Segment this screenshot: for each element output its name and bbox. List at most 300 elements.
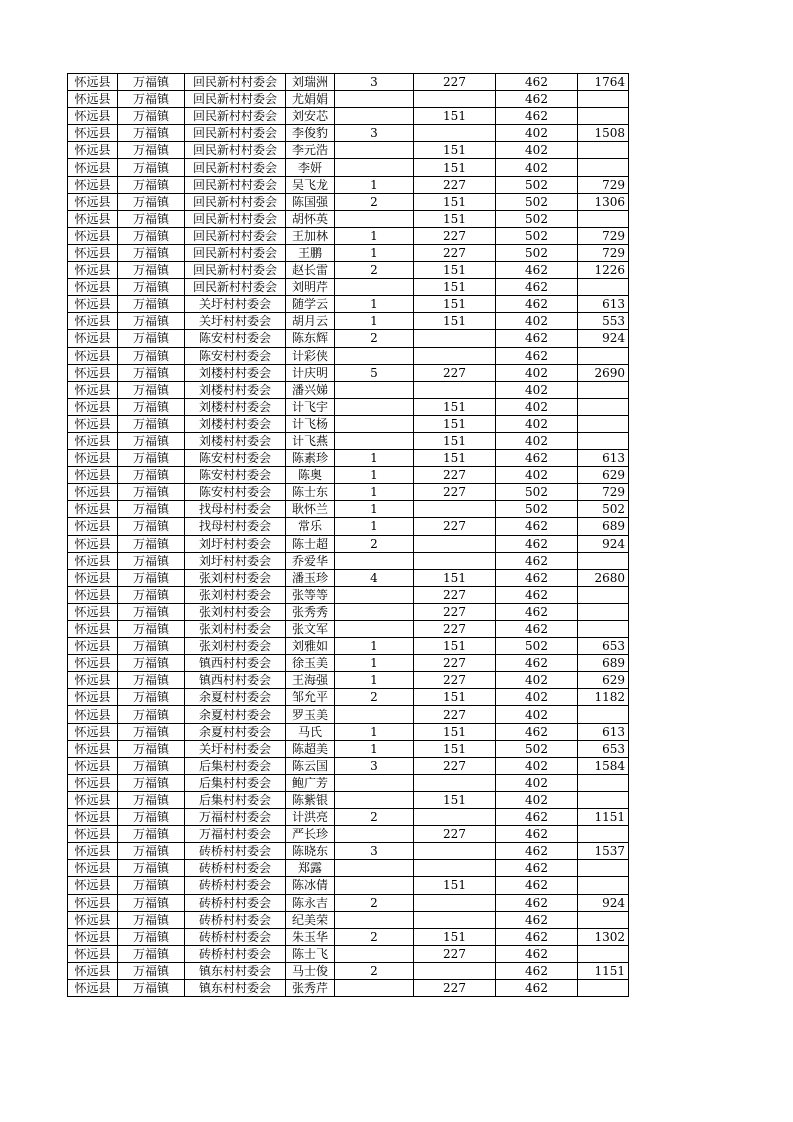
amount-a-cell: 227 bbox=[414, 603, 496, 620]
county-cell: 怀远县 bbox=[68, 330, 118, 347]
total-cell: 1226 bbox=[578, 262, 629, 279]
town-cell: 万福镇 bbox=[118, 432, 185, 449]
amount-b-cell: 462 bbox=[496, 979, 578, 996]
count-cell bbox=[335, 398, 414, 415]
total-cell: 1182 bbox=[578, 689, 629, 706]
name-cell: 尤娟娟 bbox=[286, 91, 335, 108]
count-cell: 1 bbox=[335, 740, 414, 757]
county-cell: 怀远县 bbox=[68, 774, 118, 791]
count-cell: 4 bbox=[335, 569, 414, 586]
total-cell: 2680 bbox=[578, 569, 629, 586]
total-cell: 1584 bbox=[578, 757, 629, 774]
village-cell: 关圩村村委会 bbox=[185, 740, 286, 757]
count-cell bbox=[335, 706, 414, 723]
amount-b-cell: 502 bbox=[496, 227, 578, 244]
village-cell: 找母村村委会 bbox=[185, 518, 286, 535]
amount-b-cell: 402 bbox=[496, 415, 578, 432]
name-cell: 胡怀英 bbox=[286, 210, 335, 227]
name-cell: 王海强 bbox=[286, 672, 335, 689]
town-cell: 万福镇 bbox=[118, 244, 185, 261]
town-cell: 万福镇 bbox=[118, 911, 185, 928]
village-cell: 找母村村委会 bbox=[185, 501, 286, 518]
table-row bbox=[68, 723, 629, 740]
county-cell: 怀远县 bbox=[68, 706, 118, 723]
count-cell: 2 bbox=[335, 962, 414, 979]
name-cell: 计飞杨 bbox=[286, 415, 335, 432]
table-row bbox=[68, 176, 629, 193]
table-row bbox=[68, 364, 629, 381]
count-cell bbox=[335, 621, 414, 638]
county-cell: 怀远县 bbox=[68, 603, 118, 620]
amount-a-cell: 227 bbox=[414, 655, 496, 672]
total-cell: 502 bbox=[578, 501, 629, 518]
county-cell: 怀远县 bbox=[68, 262, 118, 279]
count-cell: 1 bbox=[335, 638, 414, 655]
amount-a-cell bbox=[414, 843, 496, 860]
name-cell: 计洪亮 bbox=[286, 809, 335, 826]
total-cell bbox=[578, 945, 629, 962]
county-cell: 怀远县 bbox=[68, 142, 118, 159]
village-cell: 砖桥村村委会 bbox=[185, 860, 286, 877]
name-cell: 计彩侠 bbox=[286, 347, 335, 364]
town-cell: 万福镇 bbox=[118, 74, 185, 91]
total-cell: 924 bbox=[578, 894, 629, 911]
county-cell: 怀远县 bbox=[68, 569, 118, 586]
town-cell: 万福镇 bbox=[118, 706, 185, 723]
amount-b-cell: 462 bbox=[496, 279, 578, 296]
town-cell: 万福镇 bbox=[118, 279, 185, 296]
table-row bbox=[68, 415, 629, 432]
village-cell: 回民新村村委会 bbox=[185, 279, 286, 296]
amount-b-cell: 462 bbox=[496, 945, 578, 962]
town-cell: 万福镇 bbox=[118, 655, 185, 672]
town-cell: 万福镇 bbox=[118, 450, 185, 467]
county-cell: 怀远县 bbox=[68, 945, 118, 962]
county-cell: 怀远县 bbox=[68, 860, 118, 877]
county-cell: 怀远县 bbox=[68, 809, 118, 826]
amount-b-cell: 402 bbox=[496, 381, 578, 398]
name-cell: 陈云国 bbox=[286, 757, 335, 774]
town-cell: 万福镇 bbox=[118, 501, 185, 518]
amount-a-cell: 151 bbox=[414, 142, 496, 159]
table-row bbox=[68, 142, 629, 159]
village-cell: 刘楼村村委会 bbox=[185, 398, 286, 415]
count-cell: 1 bbox=[335, 655, 414, 672]
table-row bbox=[68, 296, 629, 313]
amount-b-cell: 462 bbox=[496, 928, 578, 945]
amount-a-cell: 151 bbox=[414, 415, 496, 432]
name-cell: 赵长雷 bbox=[286, 262, 335, 279]
name-cell: 吴飞龙 bbox=[286, 176, 335, 193]
total-cell: 613 bbox=[578, 450, 629, 467]
amount-b-cell: 462 bbox=[496, 843, 578, 860]
county-cell: 怀远县 bbox=[68, 296, 118, 313]
name-cell: 刘安芯 bbox=[286, 108, 335, 125]
town-cell: 万福镇 bbox=[118, 535, 185, 552]
amount-b-cell: 502 bbox=[496, 244, 578, 261]
name-cell: 刘瑞洲 bbox=[286, 74, 335, 91]
amount-b-cell: 402 bbox=[496, 432, 578, 449]
amount-b-cell: 462 bbox=[496, 826, 578, 843]
town-cell: 万福镇 bbox=[118, 330, 185, 347]
amount-b-cell: 502 bbox=[496, 501, 578, 518]
count-cell bbox=[335, 159, 414, 176]
table-row bbox=[68, 877, 629, 894]
table-row bbox=[68, 108, 629, 125]
total-cell: 613 bbox=[578, 296, 629, 313]
name-cell: 张等等 bbox=[286, 586, 335, 603]
amount-b-cell: 462 bbox=[496, 296, 578, 313]
amount-b-cell: 462 bbox=[496, 518, 578, 535]
name-cell: 陈东辉 bbox=[286, 330, 335, 347]
amount-b-cell: 402 bbox=[496, 313, 578, 330]
village-cell: 砖桥村村委会 bbox=[185, 877, 286, 894]
name-cell: 张文军 bbox=[286, 621, 335, 638]
town-cell: 万福镇 bbox=[118, 740, 185, 757]
table-row bbox=[68, 74, 629, 91]
county-cell: 怀远县 bbox=[68, 244, 118, 261]
amount-a-cell: 227 bbox=[414, 518, 496, 535]
amount-a-cell: 227 bbox=[414, 364, 496, 381]
count-cell: 1 bbox=[335, 467, 414, 484]
town-cell: 万福镇 bbox=[118, 945, 185, 962]
total-cell: 1764 bbox=[578, 74, 629, 91]
town-cell: 万福镇 bbox=[118, 638, 185, 655]
county-cell: 怀远县 bbox=[68, 723, 118, 740]
table-row bbox=[68, 928, 629, 945]
amount-a-cell bbox=[414, 911, 496, 928]
amount-b-cell: 462 bbox=[496, 962, 578, 979]
table-row bbox=[68, 894, 629, 911]
table-row bbox=[68, 398, 629, 415]
count-cell: 2 bbox=[335, 809, 414, 826]
amount-a-cell bbox=[414, 860, 496, 877]
amount-b-cell: 462 bbox=[496, 262, 578, 279]
county-cell: 怀远县 bbox=[68, 364, 118, 381]
amount-b-cell: 462 bbox=[496, 347, 578, 364]
table-row bbox=[68, 672, 629, 689]
town-cell: 万福镇 bbox=[118, 467, 185, 484]
name-cell: 刘明芹 bbox=[286, 279, 335, 296]
village-cell: 关圩村村委会 bbox=[185, 313, 286, 330]
county-cell: 怀远县 bbox=[68, 125, 118, 142]
amount-a-cell bbox=[414, 501, 496, 518]
table-row bbox=[68, 774, 629, 791]
name-cell: 陈冰倩 bbox=[286, 877, 335, 894]
name-cell: 马氏 bbox=[286, 723, 335, 740]
county-cell: 怀远县 bbox=[68, 672, 118, 689]
county-cell: 怀远县 bbox=[68, 962, 118, 979]
amount-a-cell bbox=[414, 347, 496, 364]
town-cell: 万福镇 bbox=[118, 398, 185, 415]
count-cell bbox=[335, 415, 414, 432]
table-body bbox=[68, 74, 629, 997]
village-cell: 砖桥村村委会 bbox=[185, 911, 286, 928]
count-cell: 1 bbox=[335, 176, 414, 193]
total-cell: 689 bbox=[578, 655, 629, 672]
town-cell: 万福镇 bbox=[118, 142, 185, 159]
county-cell: 怀远县 bbox=[68, 467, 118, 484]
table-row bbox=[68, 244, 629, 261]
total-cell bbox=[578, 347, 629, 364]
town-cell: 万福镇 bbox=[118, 689, 185, 706]
count-cell bbox=[335, 979, 414, 996]
total-cell: 924 bbox=[578, 535, 629, 552]
village-cell: 余夏村村委会 bbox=[185, 706, 286, 723]
table-row bbox=[68, 552, 629, 569]
total-cell bbox=[578, 210, 629, 227]
amount-a-cell: 227 bbox=[414, 621, 496, 638]
village-cell: 回民新村村委会 bbox=[185, 74, 286, 91]
county-cell: 怀远县 bbox=[68, 501, 118, 518]
total-cell bbox=[578, 552, 629, 569]
amount-b-cell: 462 bbox=[496, 535, 578, 552]
count-cell: 2 bbox=[335, 689, 414, 706]
town-cell: 万福镇 bbox=[118, 569, 185, 586]
amount-b-cell: 462 bbox=[496, 91, 578, 108]
amount-b-cell: 402 bbox=[496, 142, 578, 159]
total-cell bbox=[578, 911, 629, 928]
total-cell: 629 bbox=[578, 672, 629, 689]
county-cell: 怀远县 bbox=[68, 313, 118, 330]
town-cell: 万福镇 bbox=[118, 296, 185, 313]
county-cell: 怀远县 bbox=[68, 484, 118, 501]
count-cell bbox=[335, 108, 414, 125]
amount-b-cell: 402 bbox=[496, 689, 578, 706]
table-row bbox=[68, 621, 629, 638]
name-cell: 张秀芹 bbox=[286, 979, 335, 996]
total-cell: 729 bbox=[578, 484, 629, 501]
amount-a-cell: 227 bbox=[414, 706, 496, 723]
total-cell bbox=[578, 860, 629, 877]
village-cell: 刘楼村村委会 bbox=[185, 415, 286, 432]
name-cell: 常乐 bbox=[286, 518, 335, 535]
count-cell: 3 bbox=[335, 757, 414, 774]
count-cell bbox=[335, 877, 414, 894]
table-row bbox=[68, 193, 629, 210]
amount-b-cell: 502 bbox=[496, 210, 578, 227]
town-cell: 万福镇 bbox=[118, 91, 185, 108]
amount-a-cell: 151 bbox=[414, 432, 496, 449]
village-cell: 刘圩村村委会 bbox=[185, 552, 286, 569]
amount-b-cell: 402 bbox=[496, 364, 578, 381]
village-cell: 余夏村村委会 bbox=[185, 689, 286, 706]
amount-b-cell: 402 bbox=[496, 125, 578, 142]
amount-b-cell: 462 bbox=[496, 911, 578, 928]
amount-a-cell: 151 bbox=[414, 791, 496, 808]
town-cell: 万福镇 bbox=[118, 979, 185, 996]
town-cell: 万福镇 bbox=[118, 774, 185, 791]
total-cell: 1306 bbox=[578, 193, 629, 210]
village-cell: 陈安村村委会 bbox=[185, 484, 286, 501]
table-row bbox=[68, 279, 629, 296]
table-row bbox=[68, 159, 629, 176]
table-row bbox=[68, 809, 629, 826]
amount-b-cell: 462 bbox=[496, 586, 578, 603]
county-cell: 怀远县 bbox=[68, 979, 118, 996]
count-cell bbox=[335, 945, 414, 962]
name-cell: 计飞宇 bbox=[286, 398, 335, 415]
village-cell: 关圩村村委会 bbox=[185, 296, 286, 313]
amount-b-cell: 462 bbox=[496, 569, 578, 586]
table-row bbox=[68, 262, 629, 279]
amount-a-cell: 227 bbox=[414, 74, 496, 91]
town-cell: 万福镇 bbox=[118, 791, 185, 808]
count-cell bbox=[335, 381, 414, 398]
count-cell: 1 bbox=[335, 484, 414, 501]
data-table bbox=[67, 73, 629, 997]
name-cell: 严长珍 bbox=[286, 826, 335, 843]
name-cell: 陈紫银 bbox=[286, 791, 335, 808]
town-cell: 万福镇 bbox=[118, 860, 185, 877]
total-cell bbox=[578, 432, 629, 449]
amount-b-cell: 402 bbox=[496, 398, 578, 415]
count-cell: 2 bbox=[335, 262, 414, 279]
count-cell bbox=[335, 91, 414, 108]
amount-b-cell: 402 bbox=[496, 791, 578, 808]
county-cell: 怀远县 bbox=[68, 911, 118, 928]
amount-b-cell: 462 bbox=[496, 450, 578, 467]
total-cell: 924 bbox=[578, 330, 629, 347]
total-cell bbox=[578, 108, 629, 125]
amount-a-cell bbox=[414, 962, 496, 979]
village-cell: 镇西村村委会 bbox=[185, 672, 286, 689]
amount-a-cell: 227 bbox=[414, 227, 496, 244]
amount-a-cell: 151 bbox=[414, 928, 496, 945]
county-cell: 怀远县 bbox=[68, 586, 118, 603]
table-row bbox=[68, 330, 629, 347]
name-cell: 李俊豹 bbox=[286, 125, 335, 142]
amount-a-cell: 151 bbox=[414, 450, 496, 467]
county-cell: 怀远县 bbox=[68, 398, 118, 415]
count-cell: 1 bbox=[335, 227, 414, 244]
amount-a-cell: 151 bbox=[414, 569, 496, 586]
amount-a-cell bbox=[414, 552, 496, 569]
count-cell: 2 bbox=[335, 193, 414, 210]
town-cell: 万福镇 bbox=[118, 928, 185, 945]
name-cell: 胡月云 bbox=[286, 313, 335, 330]
total-cell bbox=[578, 603, 629, 620]
town-cell: 万福镇 bbox=[118, 159, 185, 176]
amount-a-cell: 151 bbox=[414, 262, 496, 279]
total-cell: 653 bbox=[578, 740, 629, 757]
table-row bbox=[68, 689, 629, 706]
name-cell: 刘雅如 bbox=[286, 638, 335, 655]
village-cell: 万福村村委会 bbox=[185, 826, 286, 843]
table-row bbox=[68, 210, 629, 227]
town-cell: 万福镇 bbox=[118, 227, 185, 244]
town-cell: 万福镇 bbox=[118, 757, 185, 774]
count-cell: 1 bbox=[335, 723, 414, 740]
table-row bbox=[68, 381, 629, 398]
total-cell: 653 bbox=[578, 638, 629, 655]
county-cell: 怀远县 bbox=[68, 74, 118, 91]
count-cell: 5 bbox=[335, 364, 414, 381]
amount-a-cell bbox=[414, 381, 496, 398]
county-cell: 怀远县 bbox=[68, 159, 118, 176]
amount-b-cell: 402 bbox=[496, 159, 578, 176]
count-cell: 1 bbox=[335, 244, 414, 261]
count-cell: 1 bbox=[335, 313, 414, 330]
table-row bbox=[68, 518, 629, 535]
county-cell: 怀远县 bbox=[68, 347, 118, 364]
table-row bbox=[68, 706, 629, 723]
town-cell: 万福镇 bbox=[118, 962, 185, 979]
amount-a-cell bbox=[414, 809, 496, 826]
county-cell: 怀远县 bbox=[68, 757, 118, 774]
village-cell: 刘楼村村委会 bbox=[185, 432, 286, 449]
amount-a-cell bbox=[414, 91, 496, 108]
village-cell: 砖桥村村委会 bbox=[185, 945, 286, 962]
name-cell: 陈士东 bbox=[286, 484, 335, 501]
table-row bbox=[68, 911, 629, 928]
county-cell: 怀远县 bbox=[68, 91, 118, 108]
name-cell: 随学云 bbox=[286, 296, 335, 313]
village-cell: 张刘村村委会 bbox=[185, 621, 286, 638]
county-cell: 怀远县 bbox=[68, 279, 118, 296]
amount-a-cell: 227 bbox=[414, 176, 496, 193]
count-cell: 1 bbox=[335, 672, 414, 689]
total-cell: 613 bbox=[578, 723, 629, 740]
table-row bbox=[68, 347, 629, 364]
amount-a-cell: 227 bbox=[414, 672, 496, 689]
name-cell: 鲍广芳 bbox=[286, 774, 335, 791]
count-cell: 3 bbox=[335, 74, 414, 91]
village-cell: 镇西村村委会 bbox=[185, 655, 286, 672]
count-cell bbox=[335, 142, 414, 159]
table-row bbox=[68, 569, 629, 586]
town-cell: 万福镇 bbox=[118, 262, 185, 279]
total-cell: 1151 bbox=[578, 809, 629, 826]
name-cell: 李元浩 bbox=[286, 142, 335, 159]
total-cell bbox=[578, 159, 629, 176]
total-cell: 729 bbox=[578, 244, 629, 261]
count-cell: 2 bbox=[335, 928, 414, 945]
name-cell: 陈超美 bbox=[286, 740, 335, 757]
amount-a-cell bbox=[414, 774, 496, 791]
total-cell bbox=[578, 142, 629, 159]
total-cell bbox=[578, 621, 629, 638]
count-cell bbox=[335, 279, 414, 296]
name-cell: 张秀秀 bbox=[286, 603, 335, 620]
total-cell: 729 bbox=[578, 176, 629, 193]
amount-a-cell: 151 bbox=[414, 723, 496, 740]
town-cell: 万福镇 bbox=[118, 894, 185, 911]
town-cell: 万福镇 bbox=[118, 347, 185, 364]
town-cell: 万福镇 bbox=[118, 415, 185, 432]
amount-a-cell: 151 bbox=[414, 689, 496, 706]
county-cell: 怀远县 bbox=[68, 450, 118, 467]
town-cell: 万福镇 bbox=[118, 672, 185, 689]
amount-a-cell bbox=[414, 535, 496, 552]
name-cell: 罗玉美 bbox=[286, 706, 335, 723]
count-cell: 2 bbox=[335, 894, 414, 911]
table-row bbox=[68, 979, 629, 996]
table-row bbox=[68, 655, 629, 672]
count-cell bbox=[335, 586, 414, 603]
total-cell bbox=[578, 415, 629, 432]
table-row bbox=[68, 826, 629, 843]
town-cell: 万福镇 bbox=[118, 843, 185, 860]
county-cell: 怀远县 bbox=[68, 740, 118, 757]
name-cell: 王加林 bbox=[286, 227, 335, 244]
village-cell: 陈安村村委会 bbox=[185, 467, 286, 484]
total-cell bbox=[578, 381, 629, 398]
village-cell: 刘楼村村委会 bbox=[185, 381, 286, 398]
village-cell: 后集村村委会 bbox=[185, 774, 286, 791]
town-cell: 万福镇 bbox=[118, 518, 185, 535]
town-cell: 万福镇 bbox=[118, 723, 185, 740]
